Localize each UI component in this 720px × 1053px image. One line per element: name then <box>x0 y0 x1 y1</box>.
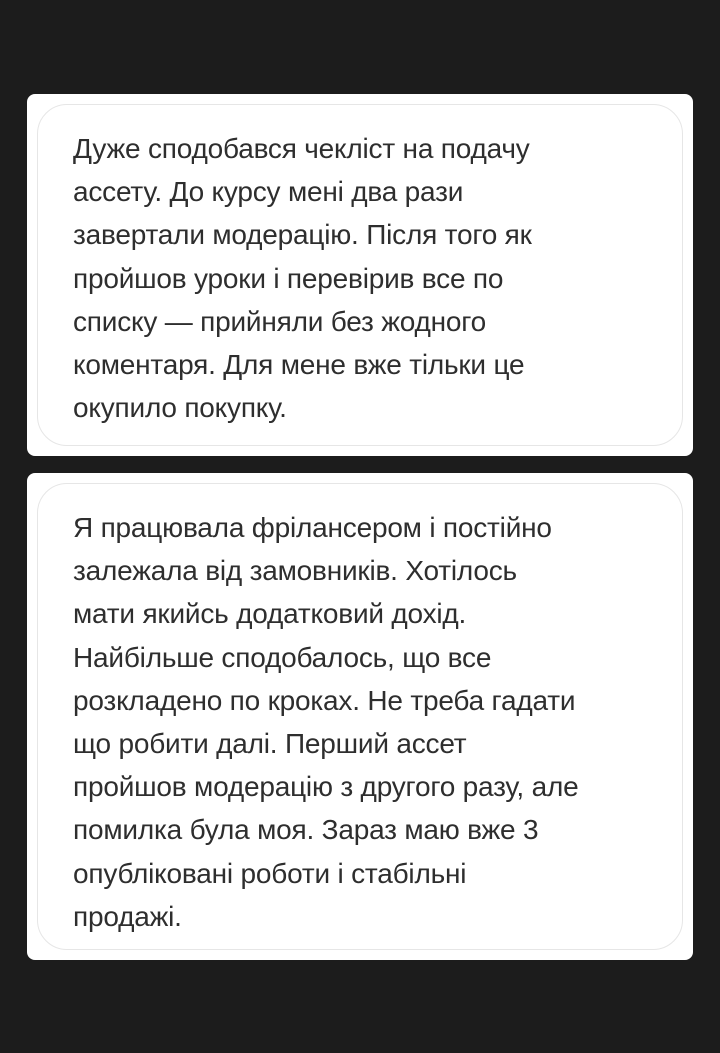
review-line: продажі. <box>73 900 182 932</box>
review-line: залежала від замовників. Хотілось <box>73 555 517 587</box>
review-line: помилка була моя. Зараз маю вже 3 <box>73 814 539 846</box>
review-line: списку — прийняли без жодного <box>73 305 487 337</box>
review-line: Я працювала фрілансером і постійно <box>73 512 552 543</box>
review-line: ассету. До курсу мені два рази <box>73 176 464 208</box>
review-line: Дуже сподобався чекліст на подачу <box>73 133 530 164</box>
review-line: пройшов уроки і перевірив все по <box>73 262 504 294</box>
review-bubble <box>37 483 683 950</box>
review-line: завертали модерацію. Після того як <box>73 219 532 251</box>
review-line: що робити далі. Перший ассет <box>73 728 467 760</box>
review-line: мати якийсь додатковий дохід. <box>73 598 467 630</box>
review-text <box>73 506 662 938</box>
review-line: окупило покупку. <box>73 392 287 424</box>
review-line: розкладено по кроках. Не треба гадати <box>73 684 576 716</box>
review-bubble <box>37 104 683 446</box>
review-card <box>27 94 693 456</box>
review-line: Найбільше сподобалось, що все <box>73 641 492 673</box>
review-line: опубліковані роботи і стабільні <box>73 857 467 889</box>
review-card <box>27 473 693 960</box>
review-text <box>73 127 662 429</box>
review-line: пройшов модерацію з другого разу, але <box>73 771 579 803</box>
review-line: коментаря. Для мене вже тільки це <box>73 349 525 381</box>
